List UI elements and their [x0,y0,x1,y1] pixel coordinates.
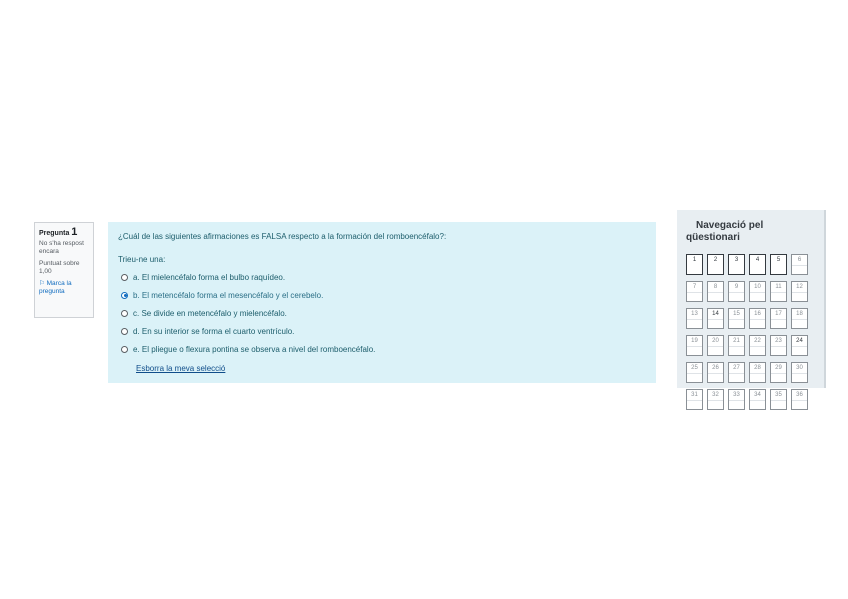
answer-option-label: a. El mielencéfalo forma el bulbo raquídeo. [133,272,286,282]
quiz-navigation-title-line2: qüestionari [686,232,740,243]
radio-option-b[interactable] [121,292,128,299]
question-nav-button[interactable]: 35 [770,389,787,410]
question-nav-button[interactable]: 8 [707,281,724,302]
quiz-navigation-title-line1: Navegació pel [696,220,764,231]
question-nav-button[interactable]: 24 [791,335,808,356]
answer-prompt: Trieu-ne una: [118,255,166,264]
question-nav-button[interactable]: 13 [686,308,703,329]
answer-option-d[interactable] [121,322,646,340]
answer-option-e[interactable] [121,340,646,358]
quiz-navigation-panel [677,210,826,398]
question-nav-button[interactable]: 27 [728,362,745,383]
question-nav-button[interactable]: 30 [791,362,808,383]
quiz-navigation-title [686,220,815,244]
question-nav-button[interactable]: 23 [770,335,787,356]
question-nav-button[interactable]: 33 [728,389,745,410]
question-nav-button[interactable]: 32 [707,389,724,410]
answer-option-label: d. En su interior se forma el cuarto ventrículo. [133,326,295,336]
question-nav-button[interactable]: 22 [749,335,766,356]
question-nav-button[interactable]: 9 [728,281,745,302]
question-nav-button[interactable]: 18 [791,308,808,329]
question-number [39,228,89,238]
question-status: No s'ha respost encara [39,240,84,255]
question-nav-button[interactable]: 10 [749,281,766,302]
question-nav-button[interactable]: 26 [707,362,724,383]
answer-option-label: b. El metencéfalo forma el mesencéfalo y el cerebelo. [133,290,324,300]
radio-option-e[interactable] [121,346,128,353]
question-nav-button[interactable]: 5 [770,254,787,275]
radio-option-d[interactable] [121,328,128,335]
question-nav-button[interactable]: 17 [770,308,787,329]
question-text: ¿Cuál de las siguientes afirmaciones es FALSA respecto a la formación del romboencéfalo?: [118,232,447,241]
question-nav-button[interactable]: 31 [686,389,703,410]
question-nav-button[interactable]: 36 [791,389,808,410]
question-nav-button[interactable]: 28 [749,362,766,383]
question-navigation-grid [686,254,815,410]
question-label: Pregunta [39,230,70,237]
flag-icon: ⚐ [39,280,45,287]
answer-option-c[interactable] [121,304,646,322]
flag-question-link[interactable] [39,280,89,296]
question-nav-button[interactable]: 25 [686,362,703,383]
question-nav-button[interactable]: 7 [686,281,703,302]
question-nav-button[interactable]: 2 [707,254,724,275]
answer-option-a[interactable] [121,268,646,286]
question-info-panel [34,222,94,318]
question-nav-button[interactable]: 12 [791,281,808,302]
question-nav-button[interactable]: 1 [686,254,703,275]
question-nav-button[interactable]: 16 [749,308,766,329]
question-nav-button[interactable]: 34 [749,389,766,410]
question-nav-button[interactable]: 21 [728,335,745,356]
answer-option-label: e. El pliegue o flexura pontina se observa a nivel del romboencéfalo. [133,344,376,354]
question-nav-button[interactable]: 6 [791,254,808,275]
question-formulation [108,222,656,383]
radio-option-a[interactable] [121,274,128,281]
question-nav-button[interactable]: 29 [770,362,787,383]
question-score: Puntuat sobre 1,00 [39,260,80,275]
answer-options [121,268,646,358]
question-nav-button[interactable]: 15 [728,308,745,329]
question-nav-button[interactable]: 11 [770,281,787,302]
question-nav-button[interactable]: 20 [707,335,724,356]
answer-option-label: c. Se divide en metencéfalo y mielencéfalo. [133,308,287,318]
question-nav-button[interactable]: 19 [686,335,703,356]
radio-option-c[interactable] [121,310,128,317]
question-nav-button[interactable]: 14 [707,308,724,329]
question-nav-button[interactable]: 4 [749,254,766,275]
flag-question-label: Marca la pregunta [39,280,72,295]
question-nav-button[interactable]: 3 [728,254,745,275]
question-number-value: 1 [71,226,78,238]
answer-option-b[interactable] [121,286,646,304]
clear-selection-link[interactable]: Esborra la meva selecció [136,364,226,373]
